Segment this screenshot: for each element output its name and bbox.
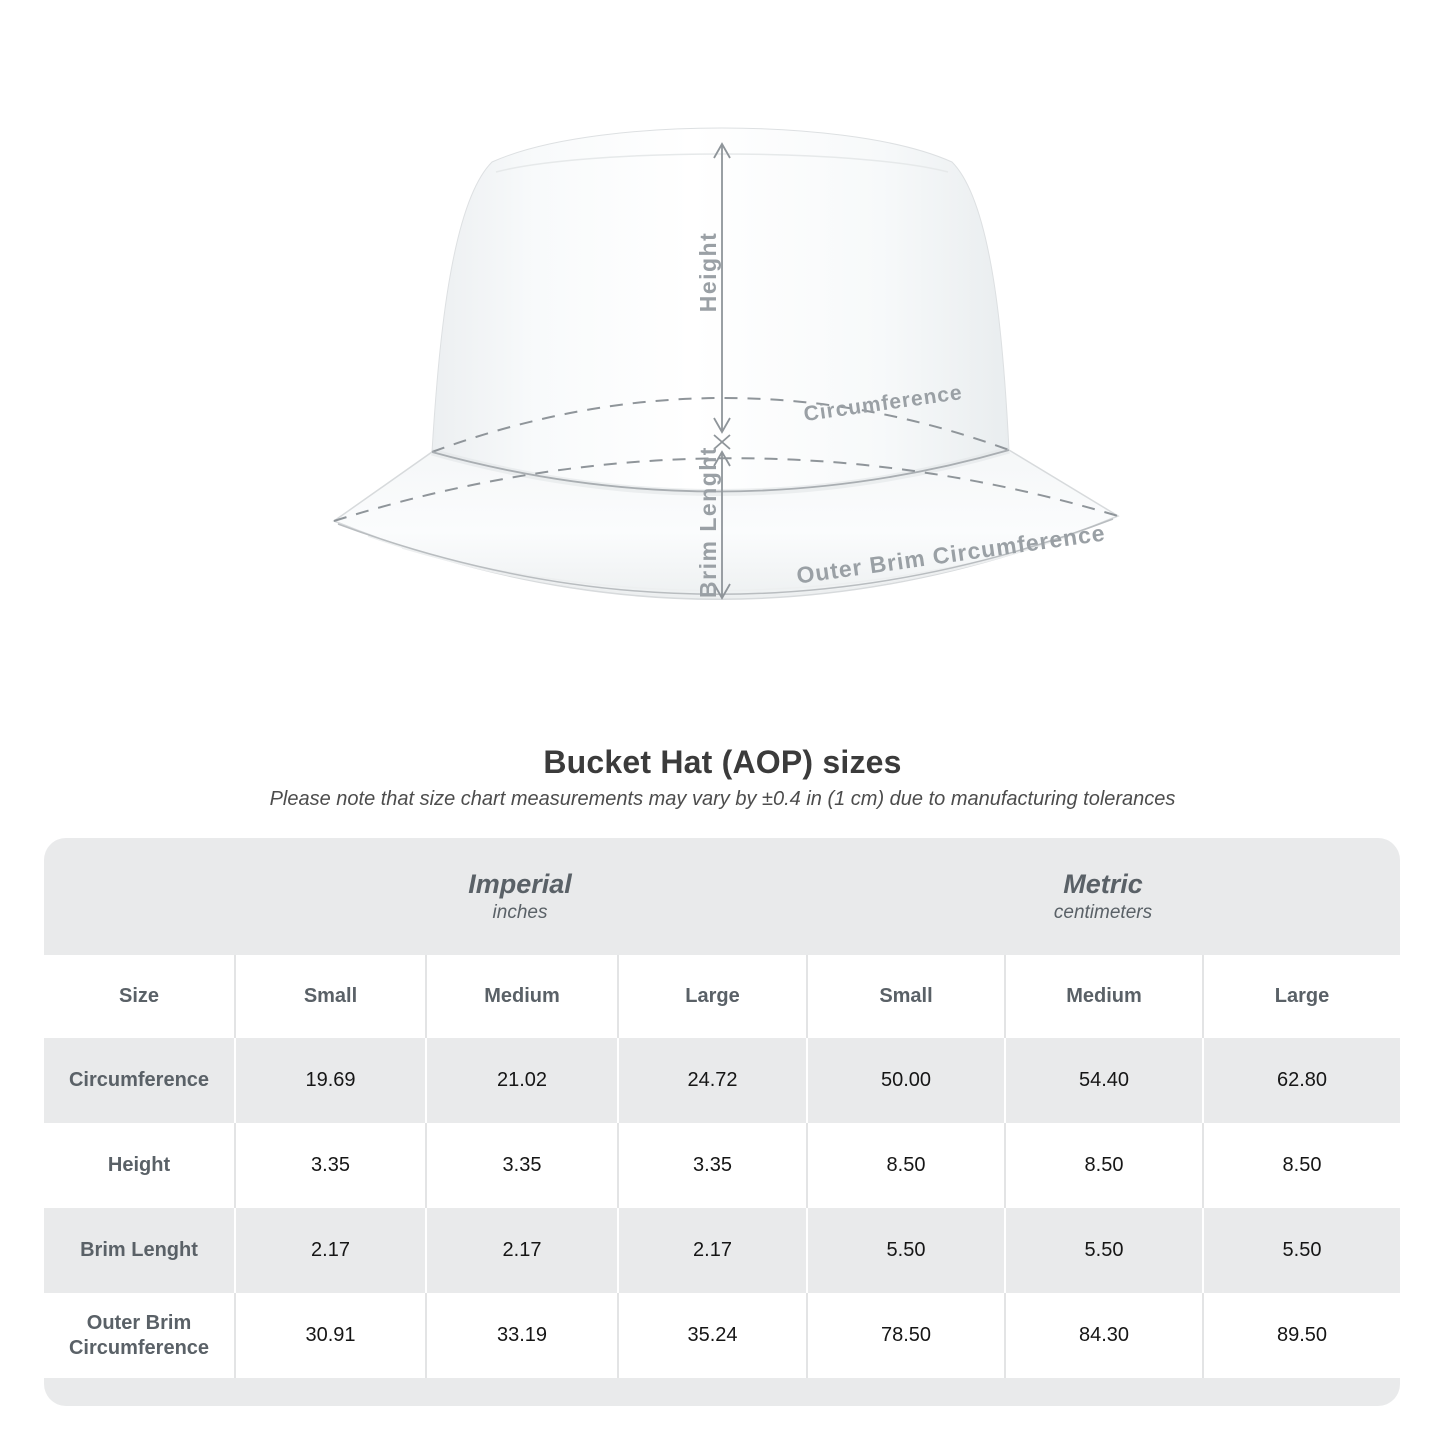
cell-value: 19.69 bbox=[234, 1038, 425, 1123]
cell-value: 24.72 bbox=[617, 1038, 806, 1123]
page-subtitle: Please note that size chart measurements may vary by ±0.4 in (1 cm) due to manufacturing tolerances bbox=[269, 788, 1176, 810]
metric-label: Metric bbox=[1063, 869, 1143, 899]
cell-value: 8.50 bbox=[1004, 1123, 1202, 1208]
row-label: Brim Lenght bbox=[80, 1239, 198, 1261]
cell-value: 2.17 bbox=[617, 1208, 806, 1293]
cell-value: 8.50 bbox=[806, 1123, 1004, 1208]
hat-illustration bbox=[318, 120, 1128, 615]
cell-value: 33.19 bbox=[425, 1293, 617, 1378]
cell-value: 2.17 bbox=[425, 1208, 617, 1293]
cell-value: 62.80 bbox=[1202, 1038, 1400, 1123]
column-header-imperial-small: Small bbox=[234, 955, 425, 1038]
cell-value: 30.91 bbox=[234, 1293, 425, 1378]
table-row-height bbox=[44, 1123, 1400, 1208]
cell-value: 78.50 bbox=[806, 1293, 1004, 1378]
column-header-metric-small: Small bbox=[806, 955, 1004, 1038]
column-header-metric-large: Large bbox=[1202, 955, 1400, 1038]
metric-sublabel: centimeters bbox=[1053, 902, 1153, 923]
height-label: Height bbox=[695, 231, 721, 313]
column-header-size: Size bbox=[118, 985, 160, 1007]
cell-value: 3.35 bbox=[234, 1123, 425, 1208]
circumference-label: Circumference bbox=[802, 381, 964, 427]
table-row-outer-brim bbox=[44, 1293, 1400, 1378]
row-label: Height bbox=[107, 1154, 171, 1176]
caption-block bbox=[0, 744, 1445, 811]
cell-value: 2.17 bbox=[234, 1208, 425, 1293]
row-label: Circumference bbox=[68, 1069, 210, 1091]
cell-value: 50.00 bbox=[806, 1038, 1004, 1123]
column-header-imperial-large: Large bbox=[617, 955, 806, 1038]
imperial-sublabel: inches bbox=[492, 902, 548, 923]
table-row-circumference bbox=[44, 1038, 1400, 1123]
cell-value: 84.30 bbox=[1004, 1293, 1202, 1378]
imperial-label: Imperial bbox=[468, 869, 572, 899]
column-header-imperial-medium: Medium bbox=[425, 955, 617, 1038]
cell-value: 3.35 bbox=[425, 1123, 617, 1208]
unit-group-imperial bbox=[234, 838, 806, 955]
cell-value: 35.24 bbox=[617, 1293, 806, 1378]
table-footer-band bbox=[44, 1378, 1400, 1406]
cell-value: 54.40 bbox=[1004, 1038, 1202, 1123]
cell-value: 8.50 bbox=[1202, 1123, 1400, 1208]
brim-length-label: Brim Lenght bbox=[695, 446, 721, 598]
unit-group-banner bbox=[44, 838, 1400, 955]
page-title: Bucket Hat (AOP) sizes bbox=[543, 744, 902, 780]
size-chart-table bbox=[44, 838, 1400, 1406]
cell-value: 89.50 bbox=[1202, 1293, 1400, 1378]
column-header-row bbox=[44, 955, 1400, 1038]
table-row-brim-length bbox=[44, 1208, 1400, 1293]
unit-group-metric bbox=[806, 838, 1400, 955]
cell-value: 5.50 bbox=[1202, 1208, 1400, 1293]
cell-value: 5.50 bbox=[1004, 1208, 1202, 1293]
cell-value: 21.02 bbox=[425, 1038, 617, 1123]
column-header-metric-medium: Medium bbox=[1004, 955, 1202, 1038]
outer-brim-label: Outer Brim Circumference bbox=[794, 519, 1107, 589]
cell-value: 5.50 bbox=[806, 1208, 1004, 1293]
cell-value: 3.35 bbox=[617, 1123, 806, 1208]
bucket-hat-diagram bbox=[318, 120, 1128, 615]
row-label: Outer Brim Circumference bbox=[68, 1311, 210, 1359]
